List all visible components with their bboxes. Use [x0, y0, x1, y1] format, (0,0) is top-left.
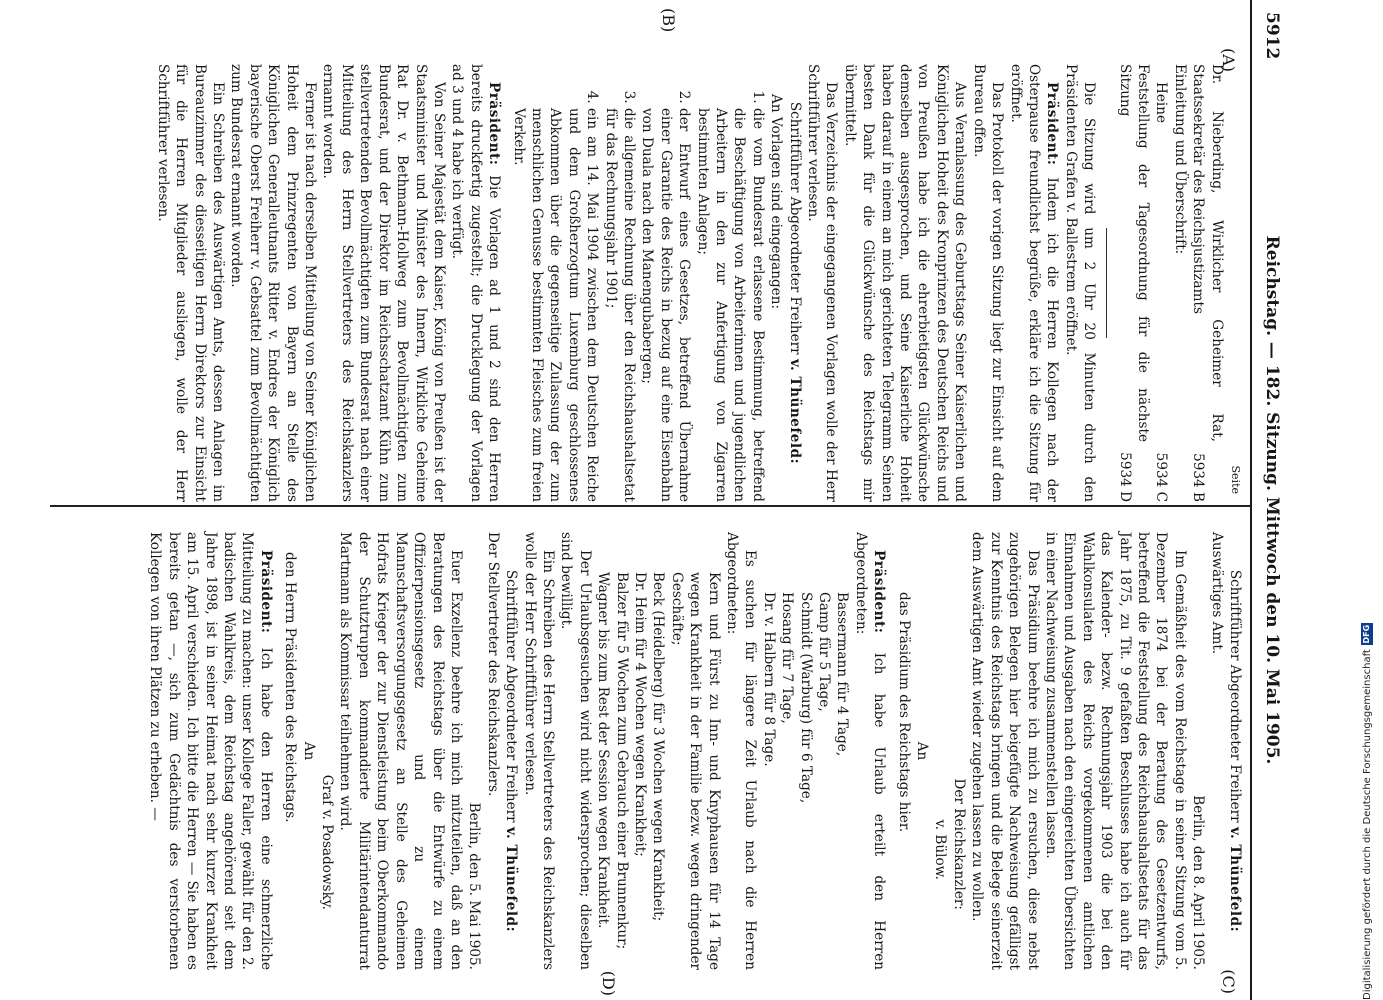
paragraph: Es suchen für längere Zeit Urlaub nach die Herren Abgeordneten:: [724, 532, 759, 970]
paragraph: Das Protokoll der vorigen Sitzung liegt zur Einsicht auf dem Bureau offen.: [970, 64, 1006, 502]
speaker-label: Präsident:: [257, 550, 274, 634]
leave-entry: Bassermann für 4 Tage,: [834, 592, 851, 757]
letter-address: An: [300, 741, 317, 761]
opening-paragraph: Die Sitzung wird um 2 Uhr 20 Minuten durch den Präsidenten Grafen v. Ballestrem eröffnet.: [1062, 64, 1098, 502]
submission-list: [509, 64, 767, 502]
leave-entry: Schmidt (Warburg) für 6 Tage,: [797, 592, 814, 804]
speaker-label: Präsident:: [871, 550, 888, 634]
paragraph: Das Verzeichnis der eingegangenen Vorlagen wolle der Herr Schriftführer verlesen.: [805, 64, 840, 502]
toc-entry: [1170, 64, 1188, 502]
toc-entry-text: Heine: [1153, 82, 1170, 124]
clerk-name: v. Thünefeld:: [503, 827, 520, 933]
toc-entry-text: Feststellung der Tagesordnung für die nächste Sitzung: [1116, 64, 1151, 442]
digitization-note: [1361, 623, 1373, 1000]
clerk-label: Schriftführer Abgeordneter Freiherr: [503, 569, 520, 823]
clerk-label: Schriftführer Abgeordneter Freiherr: [1227, 569, 1243, 823]
clerk-heading: [502, 532, 520, 970]
toc-entry-page: 5934 D: [1116, 452, 1133, 502]
list-item: 1. die vom Bundesrat erlassene Bestimmung, betreffend die Beschäftigung von Arbeiterinnen und jugendlichen Arbeitern in den zur Anfertigung von Zigarren bestimmten Anlagen;: [693, 108, 767, 502]
toc-entry-page: 5934 C: [1153, 452, 1170, 502]
paragraph: Ferner ist nach derselben Mitteilung von Seiner Königlichen Hoheit dem Prinzregenten von Bayern an Stelle des Königlichen Generalleutnants Ritter v. Endres der Königlich bayerische Oberst Freiherr v. Gebsattel zum Bevollmächtigten zum Bundesrat ernannt worden.: [228, 64, 319, 502]
margin-marker-b: (B): [659, 8, 678, 33]
letter-paragraph: Im Gemäßheit des vom Reichstage in seiner Sitzung vom 5. Dezember 1874 bei der Beratung des Gesetzentwurfs, betreffend die Feststellung des Reichshaushaltsetats für das Jahr 1875, zu Tit. 9 gefaßten Beschlusses habe ich auch für das Kalender- bezw. Rechnungsjahr 1903 die bei den Wahlkonsulaten des Reichs vorgekommenen amtlichen Einnahmen und Ausgaben nach den eingereichten Übersichten in einer Nachweisung zusammenstellen lassen.: [1042, 532, 1188, 970]
toc-seite-label: Seite: [1229, 465, 1242, 494]
speaker-label: Präsident:: [1044, 82, 1061, 166]
dfg-logo-icon: DFG: [1362, 624, 1371, 644]
list-item: 4. ein am 14. Mai 1904 zwischen dem Deutschen Reiche und dem Großherzogtum Luxemburg geschlossenes Abkommen über die gegenseitige Zulassung der zum menschlichen Genusse bestimmten Fleisches zum freien Verkehr.: [509, 108, 601, 502]
speech-text: Die Vorlagen ad 1 und 2 sind den Herren bereits druckfertig zugestellt; die Drucklegung der Vorlagen ad 3 und 4 habe ich verfügt.: [449, 64, 503, 502]
leave-request: Balzer für 5 Wochen zum Gebrauch einer Brunnenkur;: [613, 572, 630, 950]
clerk-heading: [785, 64, 803, 502]
toc-entry: [1152, 64, 1170, 502]
speech-text: Indem ich die Herren Kollegen nach der Osterpause freundlichst begrüße, erkläre ich die Sitzung für eröffnet.: [1007, 64, 1061, 502]
leave-request: Kern und Fürst zu Inn- und Knyphausen für 14 Tage wegen Krankheit in der Familie bezw. wegen dringender Geschäfte;: [668, 572, 722, 970]
letter-paragraph: Euer Exzellenz beehre ich mich mitzuteilen, daß an den Beratungen des Reichstags über die Entwürfe zu einem Offizierpensionsgesetz und zu einem Mannschaftsversorgungsgesetz an Stelle des Geheimen Hofrats Krieger der zur Dienstleistung beim Oberkommando der Schutztruppen kommandierte Militärintendanturrat Martmann als Kommissar teilnehmen wird.: [337, 532, 464, 970]
paragraph: Aus Veranlassung des Geburtstags Seiner Kaiserlichen und Königlichen Hoheit des Kronprinzen des Deutschen Reichs und von Preußen habe ich die ehrerbietigsten Glückwünsche demselben ausgesprochen, und Seine Kaiserliche Hoheit haben darauf in einem an mich gerichteten Telegramm Seinen besten Dank für die Glückwünsche des Reichstags mir übermittelt.: [841, 64, 969, 502]
left-column: [153, 64, 1244, 502]
margin-marker-a: (A): [1219, 48, 1238, 73]
letter-closing-title: Der Reichskanzler:: [950, 778, 967, 910]
paragraph: Von Seiner Majestät dem Kaiser, König von Preußen ist der Staatsminister und Minister des Innern, Wirkliche Geheime Rat Dr. v. Bethmann-Hollweg zum Bevollmächtigten zum Bundesrat, und der Direktor im Reichsschatzamt Kühn zum stellvertretenden Bevollmächtigten zum Bundesrat nach einer Mitteilung des Herrn Stellvertreters des Reichskanzlers ernannt worden.: [320, 64, 447, 502]
right-column: [146, 532, 1244, 970]
speech-paragraph: [146, 532, 275, 970]
letter-address: den Herrn Präsidenten des Reichstags.: [282, 552, 299, 823]
toc-entry-page: 5934 B: [1190, 453, 1207, 502]
speech-paragraph: [851, 532, 888, 970]
letter-dateline: Berlin, den 8. April 1905.: [1190, 795, 1207, 970]
clerk-name: v. Thünefeld:: [786, 359, 803, 465]
speech-paragraph: [448, 64, 503, 502]
column-divider: [50, 505, 1250, 507]
paragraph: Ein Schreiben des Herrn Stellvertreters des Reichskanzlers wolle der Herr Schriftführer verlesen.: [521, 532, 556, 970]
toc-entry-text: Dr. Nieberding, Wirklicher Geheimer Rat, Staatssekretär des Reichsjustizamts: [1190, 64, 1225, 442]
leave-request: Wagner bis zum Rest der Session wegen Krankheit.: [595, 572, 612, 929]
letter-address: An: [914, 741, 931, 761]
list-intro: An Vorlagen sind eingegangen:: [768, 94, 785, 310]
digitization-text: Digitalisierung gefördert durch die Deutsche Forschungsgemeinschaft: [1361, 649, 1373, 1000]
speech-text: Ich habe den Herren eine schmerzliche Mitteilung zu machen: unser Kollege Faller, gewählt für den 2. badischen Wahlkreis, dem Reichstag angehörend seit dem Jahre 1898, ist in seiner Heimat nach sehr kurzer Krankheit am 15. April verschieden. Ich bitte die Herren — Sie haben es bereits getan —, sich zum Gedächtnis des verstorbenen Kollegen von ihren Plätzen zu erheben. —: [147, 532, 274, 970]
letter-address: das Präsidium des Reichstags hier.: [895, 592, 912, 833]
toc-entry: [1115, 64, 1152, 502]
letter-sender: Der Stellvertreter des Reichskanzlers.: [484, 532, 501, 797]
margin-marker-c: (C): [1219, 969, 1238, 994]
speaker-label: Präsident:: [486, 82, 503, 166]
paragraph: Der Urlaubsgesuchen wird nicht widersprochen; dieselben sind bewilligt.: [558, 532, 593, 970]
letter-closing-name: Graf v. Posadowsky.: [319, 774, 336, 910]
page-header: [1250, 0, 1290, 1000]
running-title: Reichstag. — 182. Sitzung. Mittwoch den 10. Mai 1905.: [1262, 235, 1282, 765]
letter-closing-name: v. Bülow.: [932, 819, 949, 880]
paragraph: Ein Schreiben des Auswärtigen Amts, dessen Anlagen im Bureauzimmer des diesseitigen Herrn Direktors zur Einsicht für die Herren Mitglieder ausliegen, wolle der Herr Schriftführer verlesen.: [154, 64, 227, 502]
leave-entry: Gamp für 5 Tage,: [816, 592, 833, 712]
list-item: 3. die allgemeine Rechnung über den Reichshaushaltsetat für das Rechnungsjahr 1901;: [601, 108, 638, 502]
toc-entry: [1189, 64, 1226, 502]
clerk-name: v. Thünefeld:: [1227, 827, 1243, 933]
toc-entry-text: Einleitung und Überschrift:: [1171, 64, 1188, 255]
leave-request: Dr. Heim für 4 Wochen wegen Krankheit;: [632, 572, 648, 857]
leave-entry: Dr. v. Halbern für 8 Tage.: [760, 592, 777, 767]
speech-text: Ich habe Urlaub erteilt den Herren Abgeordneten:: [852, 532, 888, 970]
leave-request: Beck (Heidelberg) für 3 Wochen wegen Krankheit;: [650, 572, 667, 922]
clerk-heading: [1226, 532, 1244, 970]
section-rule: [1106, 228, 1107, 338]
leave-entry: Hosang für 7 Tage,: [779, 592, 796, 724]
clerk-label: Schriftführer Abgeordneter Freiherr: [786, 101, 803, 355]
list-item: 2. der Entwurf eines Gesetzes, betreffend Übernahme einer Garantie des Reichs in bezug auf eine Eisenbahn von Duala nach den Manengubabergen;: [638, 108, 693, 502]
page-number: 5912: [1262, 12, 1282, 60]
letter-paragraph: Das Präsidium beehre ich mich zu ersuchen, diese nebst zugehörigen Belegen hier beigefügte Nachweisung gefälligst zur Kenntnis des Reichstags bringen und die Belege seinerzeit dem Auswärtigen Amt wieder zugehen lassen zu wollen.: [969, 532, 1041, 970]
letter-sender: Auswärtiges Amt.: [1208, 532, 1225, 655]
margin-marker-d: (D): [599, 970, 618, 996]
letter-dateline: Berlin, den 5. Mai 1905.: [466, 802, 483, 970]
speech-paragraph: [1006, 64, 1061, 502]
